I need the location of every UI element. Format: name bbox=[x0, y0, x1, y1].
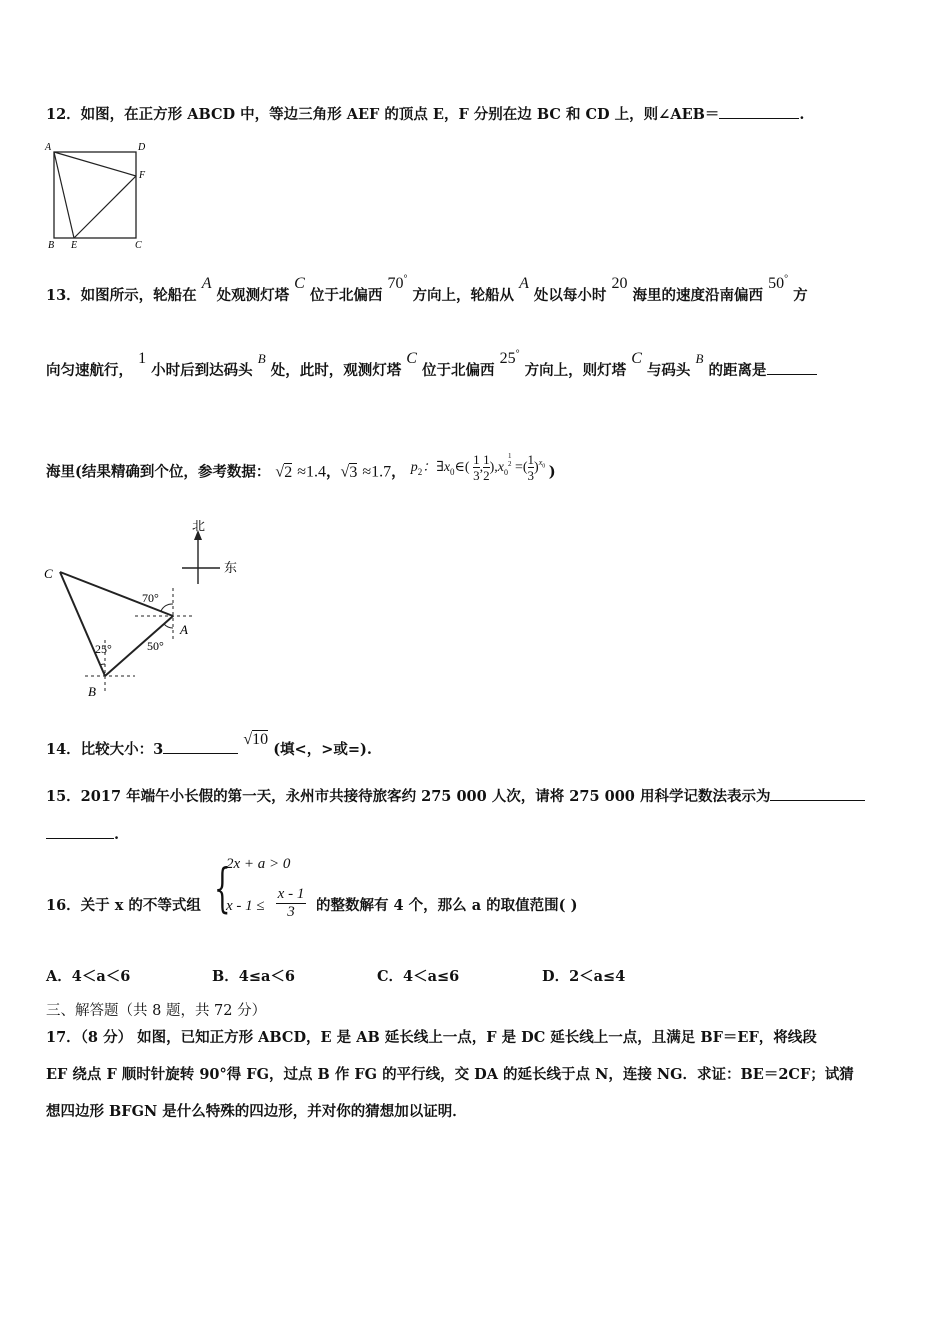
q13-text-2: 处观测灯塔 bbox=[216, 287, 290, 304]
q13-navigation-figure bbox=[40, 520, 255, 705]
q12-square-figure bbox=[44, 140, 154, 252]
q16-inequality-1: 2x + a > 0 bbox=[226, 856, 291, 872]
q13-point-a: A bbox=[201, 275, 212, 292]
q13-text-13: 与码头 bbox=[646, 362, 691, 379]
arc-50 bbox=[164, 624, 173, 628]
label-c-point: C bbox=[44, 566, 53, 581]
q13-text-7: 方 bbox=[793, 287, 808, 304]
label-e: E bbox=[71, 240, 78, 251]
q13-text-15: 海里(结果精确到个位，参考数据： bbox=[46, 463, 271, 481]
q17-line-1: 17．（8 分） 如图，已知正方形 ABCD，E 是 AB 延长线上一点，F 是 DC 延长线上一点，且满足 BF＝EF，将线段 bbox=[46, 1029, 817, 1046]
q13-point-a-2: A bbox=[519, 275, 529, 292]
q13-hours: 1 bbox=[138, 350, 147, 367]
q13-point-c-3: C bbox=[631, 350, 642, 367]
q13-text-5: 处以每小时 bbox=[533, 287, 607, 304]
label-north: 北 bbox=[192, 520, 206, 533]
q13-line-3: 海里(结果精确到个位，参考数据： √2 ≈1.4，√3 ≈1.7， $p_2$：$\exists x_0\in$( $\frac{1}{3}$ , $\frac{1}{2}$ )$,x_0$ $^{1 2}$ =( $\frac{1}{3}$ )$^{x_0}$ ) bbox=[46, 452, 556, 483]
q13-line-2 bbox=[46, 348, 817, 380]
q13-text-10: 处，此时，观测灯塔 bbox=[270, 362, 402, 379]
q16-prefix: 16．关于 x 的不等式组 bbox=[46, 897, 201, 914]
option-d[interactable]: D．2＜a≤4 bbox=[542, 968, 626, 985]
label-c: C bbox=[135, 240, 142, 251]
q16-inequality-2-left: x - 1 ≤ bbox=[226, 898, 265, 914]
q13-text-12: 方向上，则灯塔 bbox=[524, 362, 627, 379]
q13-text-9: 小时后到达码头 bbox=[151, 362, 253, 379]
q14-answer-blank[interactable] bbox=[163, 739, 238, 754]
q14-sqrt10: √10 bbox=[243, 731, 269, 748]
q15-stem: 15．2017 年端午小长假的第一天，永州市共接待旅客约 275 000 人次，请将 275 000 用科学记数法表示为 bbox=[46, 788, 771, 805]
label-a: A bbox=[45, 142, 52, 153]
q13-point-c: C bbox=[294, 275, 305, 292]
q15-text-2 bbox=[46, 824, 119, 843]
q14-text bbox=[46, 731, 372, 759]
q16-stem-suffix bbox=[316, 894, 577, 915]
q13-text-4: 方向上，轮船从 bbox=[412, 287, 515, 304]
q13-answer-blank[interactable] bbox=[767, 360, 817, 375]
q16-stem-prefix bbox=[46, 894, 201, 915]
section-3-heading: 三、解答题（共 8 题，共 72 分） bbox=[46, 1003, 267, 1019]
label-angle-50: 50° bbox=[147, 639, 164, 653]
q13-text-6: 海里的速度沿南偏西 bbox=[632, 287, 764, 304]
arc-70 bbox=[161, 604, 173, 611]
q12-answer-blank[interactable] bbox=[719, 104, 799, 119]
label-d: D bbox=[138, 142, 146, 153]
q13-point-b: B bbox=[257, 351, 266, 366]
q12-text bbox=[46, 103, 804, 124]
label-b: B bbox=[48, 240, 55, 251]
q15-end: . bbox=[114, 826, 120, 843]
label-angle-25: 25° bbox=[95, 642, 112, 656]
option-a[interactable]: A．4＜a＜6 bbox=[46, 968, 131, 985]
label-f: F bbox=[139, 170, 146, 181]
q13-text-11: 位于北偏西 bbox=[422, 362, 495, 379]
q16-inequality-system bbox=[214, 852, 314, 934]
q13-text-3: 位于北偏西 bbox=[309, 287, 383, 304]
segment-ef bbox=[74, 176, 136, 238]
q15-answer-blank-2[interactable] bbox=[46, 824, 114, 839]
q12-end: . bbox=[799, 106, 805, 123]
q14-prefix: 14．比较大小：3 bbox=[46, 741, 164, 758]
q13-point-b-2: B bbox=[695, 351, 704, 366]
segment-af bbox=[54, 152, 136, 176]
q15-text bbox=[46, 785, 865, 806]
q13-text-8: 向匀速航行， bbox=[46, 362, 133, 379]
q16-fraction: x - 1 3 bbox=[277, 886, 305, 920]
q13-point-c-2: C bbox=[406, 350, 417, 367]
q17-line-2: EF 绕点 F 顺时针旋转 90°得 FG，过点 B 作 FG 的平行线，交 DA 的延长线于点 N，连接 NG．求证：BE＝2CF；试猜 bbox=[46, 1066, 854, 1083]
label-a-point: A bbox=[180, 622, 188, 637]
left-brace-icon: { bbox=[214, 859, 231, 919]
option-c[interactable]: C．4＜a≤6 bbox=[377, 968, 460, 985]
q13-comma: ， bbox=[326, 463, 341, 481]
label-b-point: B bbox=[88, 684, 96, 699]
q12-stem: 12．如图，在正方形 ABCD 中，等边三角形 AEF 的顶点 E，F 分别在边 BC 和 CD 上，则∠AEB＝ bbox=[46, 106, 720, 123]
q13-sqrt3: √3 bbox=[340, 463, 358, 481]
q16-suffix: 的整数解有 4 个，那么 a 的取值范围( ) bbox=[316, 897, 578, 914]
q13-line-1 bbox=[46, 273, 808, 305]
segment-ae bbox=[54, 152, 74, 238]
q13-angle-50: 50° bbox=[768, 273, 789, 292]
q13-p2-formula: $p_2$：$\exists x_0\in$( $\frac{1}{3}$ , $\frac{1}{2}$ )$,x_0$ $^{1 2}$ =( $\frac{1}{3}$ )$^{x_0}$ bbox=[410, 452, 546, 483]
q13-closing: ) bbox=[548, 463, 556, 481]
q13-text-1: 13．如图所示，轮船在 bbox=[46, 287, 197, 304]
label-east: 东 bbox=[224, 560, 238, 575]
q13-text-14: 的距离是 bbox=[708, 362, 767, 379]
option-b[interactable]: B．4≤a＜6 bbox=[212, 968, 295, 985]
q13-angle-70: 70° bbox=[387, 273, 408, 292]
q15-answer-blank[interactable] bbox=[770, 786, 865, 801]
q13-speed: 20 bbox=[611, 275, 628, 292]
square-abcd bbox=[54, 152, 136, 238]
q13-angle-25: 25° bbox=[499, 348, 520, 367]
label-angle-70: 70° bbox=[142, 591, 159, 605]
q13-approx-1-7: ≈1.7 bbox=[362, 463, 392, 481]
q14-suffix: (填<，>或=). bbox=[273, 741, 372, 758]
q13-sqrt2: √2 bbox=[275, 463, 293, 481]
q13-approx-1-4: ≈1.4 bbox=[297, 463, 327, 481]
q17-line-3: 想四边形 BFGN 是什么特殊的四边形，并对你的猜想加以证明． bbox=[46, 1103, 467, 1120]
